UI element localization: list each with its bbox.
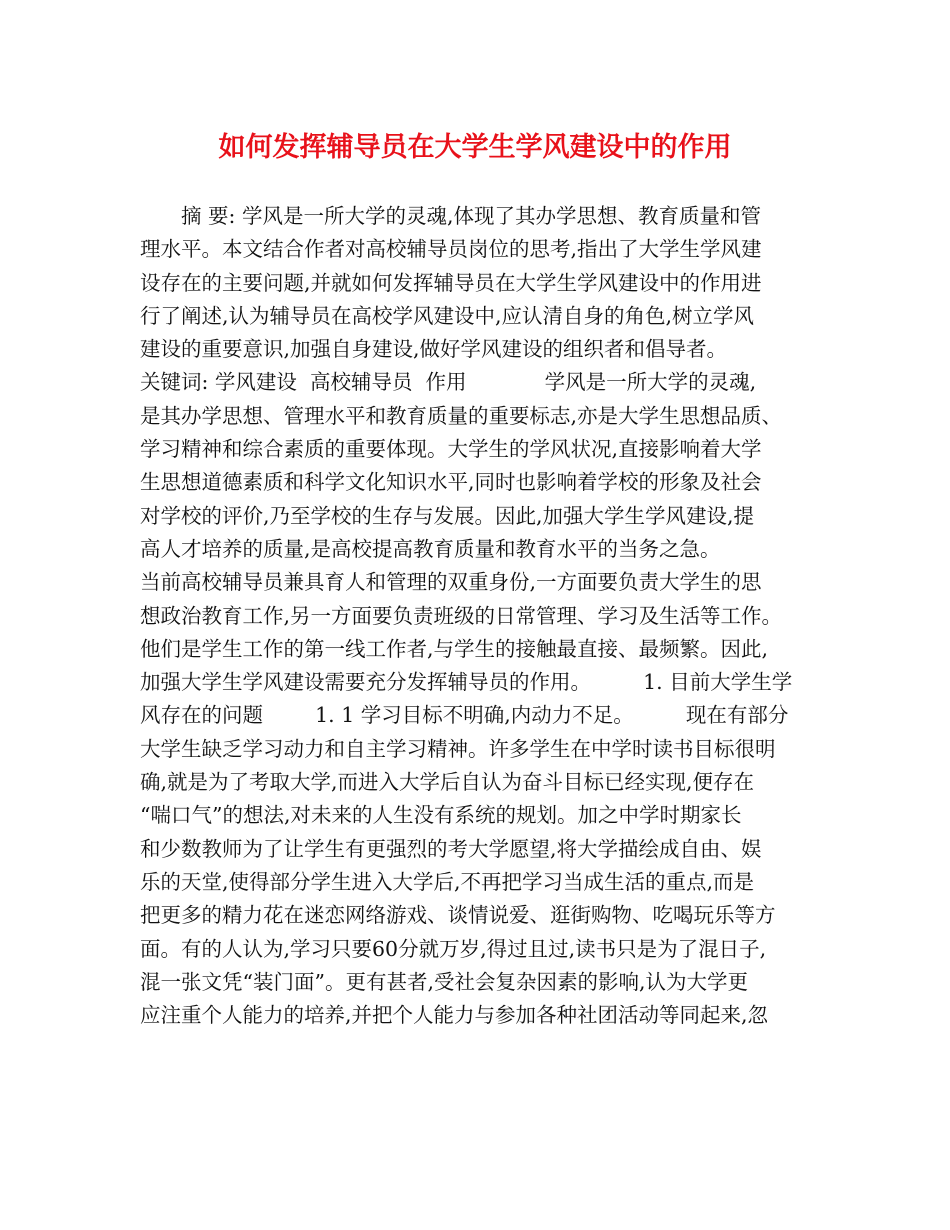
body-line: 确,就是为了考取大学,而进入大学后自认为奋斗目标已经实现,便存在 xyxy=(140,770,755,795)
body-line: 建设的重要意识,加强自身建设,做好学风建设的组织者和倡导者。 xyxy=(140,337,728,362)
body-line: 是其办学思想、管理水平和教育质量的重要标志,亦是大学生思想品质、 xyxy=(140,403,783,428)
body-line: 行了阐述,认为辅导员在高校学风建设中,应认清自身的角色,树立学风 xyxy=(140,303,755,328)
body-line: 大学生缺乏学习动力和自主学习精神。许多学生在中学时读书目标很明 xyxy=(140,736,776,761)
body-line: 加强大学生学风建设需要充分发挥辅导员的作用。 1. 目前大学生学 xyxy=(140,670,793,695)
body-line: 学习精神和综合素质的重要体现。大学生的学风状况,直接影响着大学 xyxy=(140,437,762,462)
body-line: 摘 要: 学风是一所大学的灵魂,体现了其办学思想、教育质量和管 xyxy=(140,204,761,228)
body-line: 理水平。本文结合作者对高校辅导员岗位的思考,指出了大学生学风建 xyxy=(140,237,762,262)
document-title: 如何发挥辅导员在大学生学风建设中的作用 xyxy=(218,132,732,163)
body-line: 对学校的评价,乃至学校的生存与发展。因此,加强大学生学风建设,提 xyxy=(140,503,755,528)
body-line: 他们是学生工作的第一线工作者,与学生的接触最直接、最频繁。因此, xyxy=(140,636,769,661)
body-line: 生思想道德素质和科学文化知识水平,同时也影响着学校的形象及社会 xyxy=(140,470,762,495)
document-body xyxy=(140,200,840,1032)
body-line: 应注重个人能力的培养,并把个人能力与参加各种社团活动等同起来,忽 xyxy=(140,1003,769,1028)
body-line: 乐的天堂,使得部分学生进入大学后,不再把学习当成生活的重点,而是 xyxy=(140,869,755,894)
body-line: 混一张文凭“装门面”。更有甚者,受社会复杂因素的影响,认为大学更 xyxy=(140,969,748,994)
body-line: 高人才培养的质量,是高校提高教育质量和教育水平的当务之急。 xyxy=(140,536,721,561)
keywords-line: 关键词: 学风建设 高校辅导员 作用 学风是一所大学的灵魂, xyxy=(140,370,757,395)
body-line: 和少数教师为了让学生有更强烈的考大学愿望,将大学描绘成自由、娱 xyxy=(140,836,762,861)
body-line: 当前高校辅导员兼具育人和管理的双重身份,一方面要负责大学生的思 xyxy=(140,570,762,595)
body-line: 设存在的主要问题,并就如何发挥辅导员在大学生学风建设中的作用进 xyxy=(140,270,762,295)
body-line: 把更多的精力花在迷恋网络游戏、谈情说爱、逛街购物、吃喝玩乐等方 xyxy=(140,903,776,928)
body-line: 风存在的问题 1. 1 学习目标不明确,内动力不足。 现在有部分 xyxy=(140,703,789,728)
body-line: 面。有的人认为,学习只要60分就万岁,得过且过,读书只是为了混日子, xyxy=(140,936,767,961)
body-line: “喘口气”的想法,对未来的人生没有系统的规划。加之中学时期家长 xyxy=(140,803,742,828)
body-line: 想政治教育工作,另一方面要负责班级的日常管理、学习及生活等工作。 xyxy=(140,603,783,628)
